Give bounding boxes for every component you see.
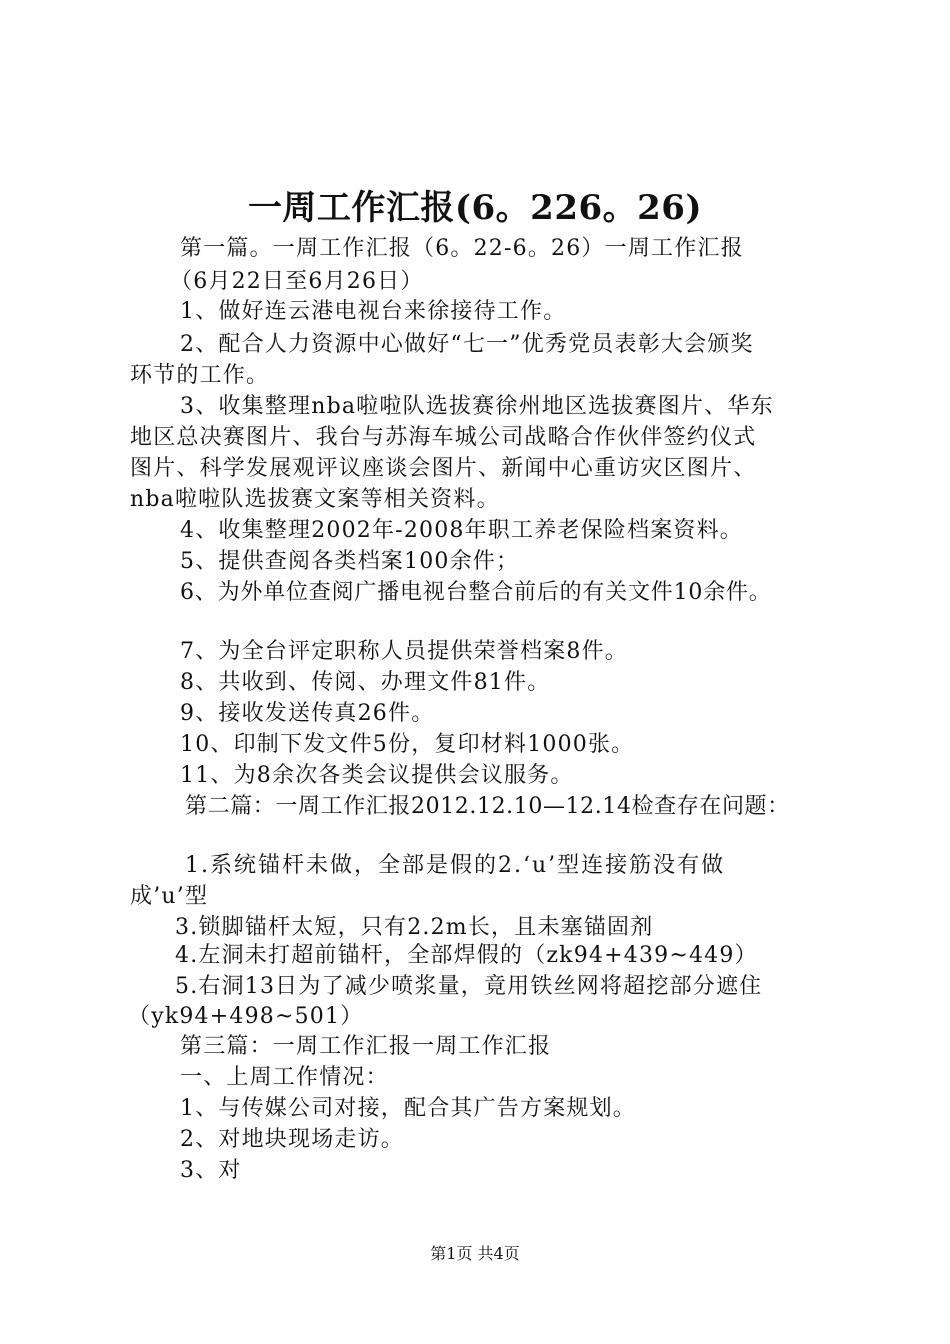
- body-line: 1、做好连云港电视台来徐接待工作。: [180, 299, 567, 324]
- body-line: 3、收集整理nba啦啦队选拔赛徐州地区选拔赛图片、华东: [180, 394, 774, 419]
- body-line: 第三篇：一周工作汇报一周工作汇报: [180, 1034, 552, 1059]
- body-line: 5、提供查阅各类档案100余件；: [180, 549, 520, 574]
- body-line: 3、对: [180, 1158, 242, 1183]
- body-line: 10、印制下发文件5份，复印材料1000张。: [180, 732, 635, 757]
- body-line: 一、上周工作情况：: [180, 1065, 389, 1090]
- body-line: nba啦啦队选拔赛文案等相关资料。: [130, 487, 500, 512]
- body-line: 9、接收发送传真26件。: [180, 701, 435, 726]
- body-line: 2、对地块现场走访。: [180, 1127, 404, 1152]
- body-line: （yk94+498~501）: [128, 1004, 364, 1029]
- body-line: 第一篇。一周工作汇报（6。22-6。26）一周工作汇报: [180, 236, 744, 261]
- body-line: 成’u’型: [130, 884, 209, 909]
- body-line: 环节的工作。: [130, 363, 270, 388]
- body-line: 地区总决赛图片、我台与苏海车城公司战略合作伙伴签约仪式: [130, 425, 757, 450]
- body-line: 图片、科学发展观评议座谈会图片、新闻中心重访灾区图片、: [130, 456, 757, 481]
- body-line: 1、与传媒公司对接，配合其广告方案规划。: [180, 1096, 636, 1121]
- body-line: 2、配合人力资源中心做好“七一”优秀党员表彰大会颁奖: [180, 332, 754, 357]
- page-number: 第1页 共4页: [430, 1244, 520, 1263]
- body-line: （6月22日至6月26日）: [170, 269, 424, 294]
- body-line: 8、共收到、传阅、办理文件81件。: [180, 670, 551, 695]
- body-line: 5.右洞13日为了减少喷浆量，竟用铁丝网将超挖部分遮住: [175, 974, 763, 999]
- body-line: 3.锁脚锚杆太短，只有2.2m长，且未塞锚固剂: [175, 915, 654, 940]
- document-title: 一周工作汇报(6。226。26): [247, 188, 703, 228]
- body-line: 7、为全台评定职称人员提供荣誉档案8件。: [180, 639, 628, 664]
- body-line: 4、收集整理2002年-2008年职工养老保险档案资料。: [180, 518, 744, 543]
- body-line: 第二篇：一周工作汇报2012.12.10—12.14检查存在问题：: [185, 794, 790, 819]
- body-line: 1.系统锚杆未做，全部是假的2.‘u’型连接筋没有做: [185, 853, 726, 878]
- body-line: 11、为8余次各类会议提供会议服务。: [180, 763, 574, 788]
- body-line: 6、为外单位查阅广播电视台整合前后的有关文件10余件。: [180, 580, 772, 605]
- body-line: 4.左洞未打超前锚杆，全部焊假的（zk94+439~449）: [175, 943, 758, 968]
